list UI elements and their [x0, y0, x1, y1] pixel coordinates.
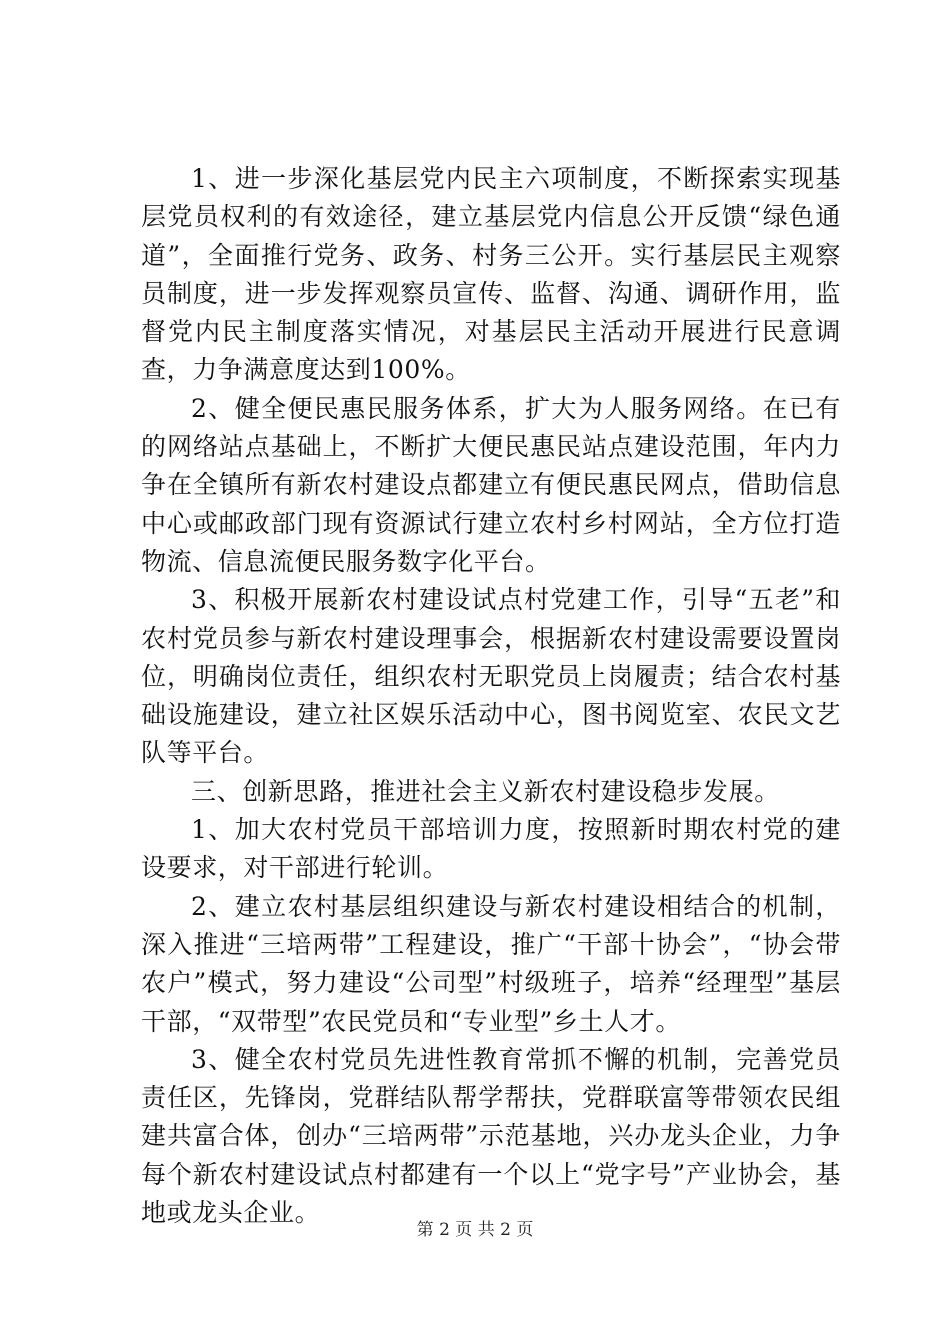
paragraph-item-3: 3、积极开展新农村建设试点村党建工作，引导“五老”和农村党员参与新农村建设理事会，根据新农村建设需要设置岗位，明确岗位责任，组织农村无职党员上岗履责；结合农村基础设施建设，建立社区娱乐活动中心，图书阅览室、农民文艺队等平台。	[141, 585, 841, 768]
paragraph-item-2: 2、健全便民惠民服务体系，扩大为人服务网络。在已有的网络站点基础上，不断扩大便民惠民站点建设范围，年内力争在全镇所有新农村建设点都建立有便民惠民网点，借助信息中心或邮政部门现有资源试行建立农村乡村网站，全方位打造物流、信息流便民服务数字化平台。	[141, 393, 841, 576]
paragraph-item-6: 3、健全农村党员先进性教育常抓不懈的机制，完善党员责任区，先锋岗，党群结队帮学帮扶，党群联富等带领农民组建共富合体，创办“三培两带”示范基地，兴办龙头企业，力争每个新农村建设试点村都建有一个以上“党字号”产业协会，基地或龙头企业。	[141, 1044, 841, 1228]
section-heading-three: 三、创新思路，推进社会主义新农村建设稳步发展。	[191, 776, 780, 806]
paragraph-item-4: 1、加大农村党员干部培训力度，按照新时期农村党的建设要求，对干部进行轮训。	[141, 815, 841, 883]
paragraph-item-1: 1、进一步深化基层党内民主六项制度，不断探索实现基层党员权利的有效途径，建立基层党内信息公开反馈“绿色通道”，全面推行党务、政务、村务三公开。实行基层民主观察员制度，进一步发挥观察员宣传、监督、沟通、调研作用，监督党内民主制度落实情况，对基层民主活动开展进行民意调查，力争满意度达到100%。	[141, 164, 841, 385]
paragraph-item-5: 2、建立农村基层组织建设与新农村建设相结合的机制，深入推进“三培两带”工程建设，推广“干部十协会”，“协会带农户”模式，努力建设“公司型”村级班子，培养“经理型”基层干部，“双带型”农民党员和“专业型”乡土人才。	[141, 891, 841, 1036]
document-body	[141, 160, 841, 1232]
page-number-footer: 第 2 页 共 2 页	[416, 1220, 534, 1240]
